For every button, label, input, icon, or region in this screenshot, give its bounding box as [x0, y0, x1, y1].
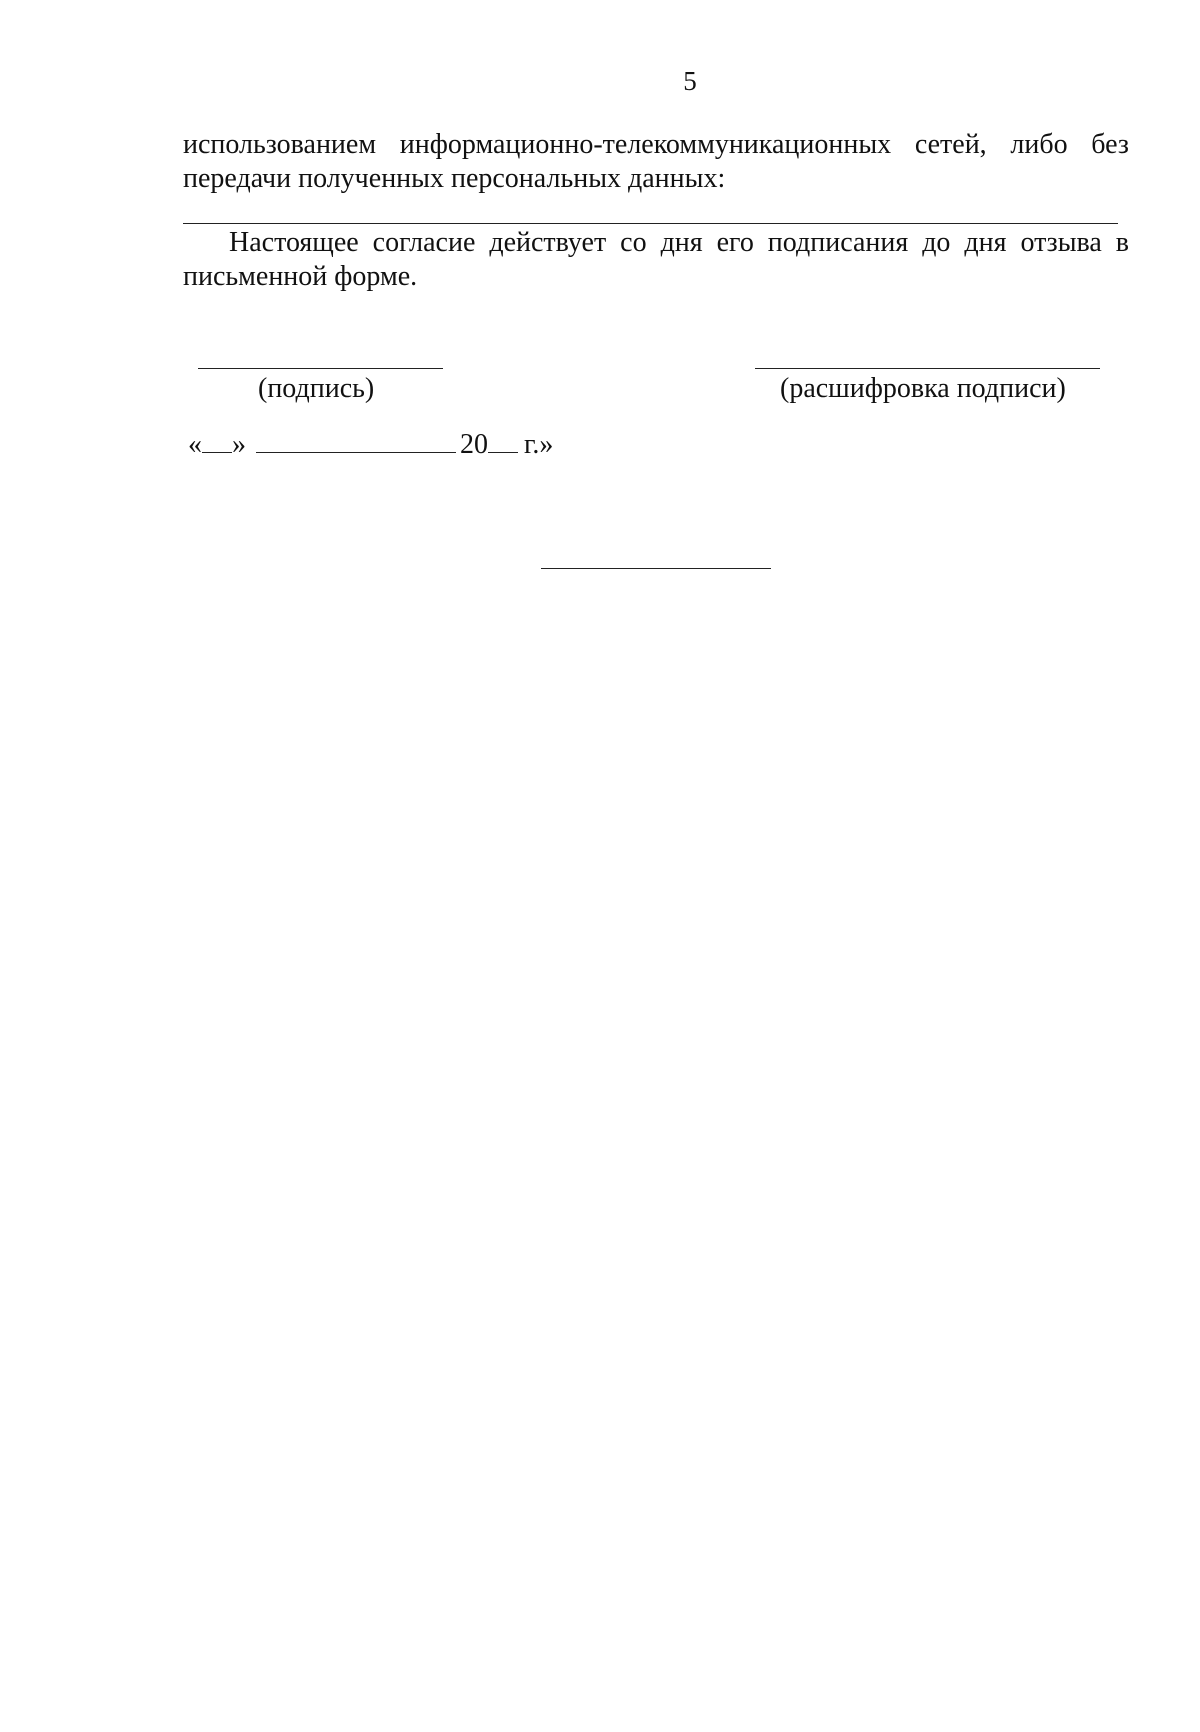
signature-decoding-line	[755, 368, 1100, 369]
date-close-quote: »	[232, 429, 246, 460]
date-line	[188, 428, 553, 462]
month-blank	[256, 428, 456, 453]
year-prefix: 20	[460, 429, 488, 460]
signature-decoding-caption: (расшифровка подписи)	[780, 373, 1066, 404]
signature-line	[198, 368, 443, 369]
fill-in-line	[183, 223, 1118, 224]
year-suffix: г.»	[524, 429, 554, 460]
day-blank	[202, 428, 232, 453]
signature-caption: (подпись)	[258, 373, 375, 404]
paragraph-validity: Настоящее согласие действует со дня его подписания до дня отзыва в письменной форме.	[183, 227, 1129, 292]
year-blank	[488, 428, 518, 453]
date-open-quote: «	[188, 429, 202, 460]
document-end-line	[541, 568, 771, 569]
page-number: 5	[683, 66, 697, 96]
paragraph-continuation: использованием информационно-телекоммуникационных сетей, либо без передачи полученных персональных данных:	[183, 129, 1129, 194]
